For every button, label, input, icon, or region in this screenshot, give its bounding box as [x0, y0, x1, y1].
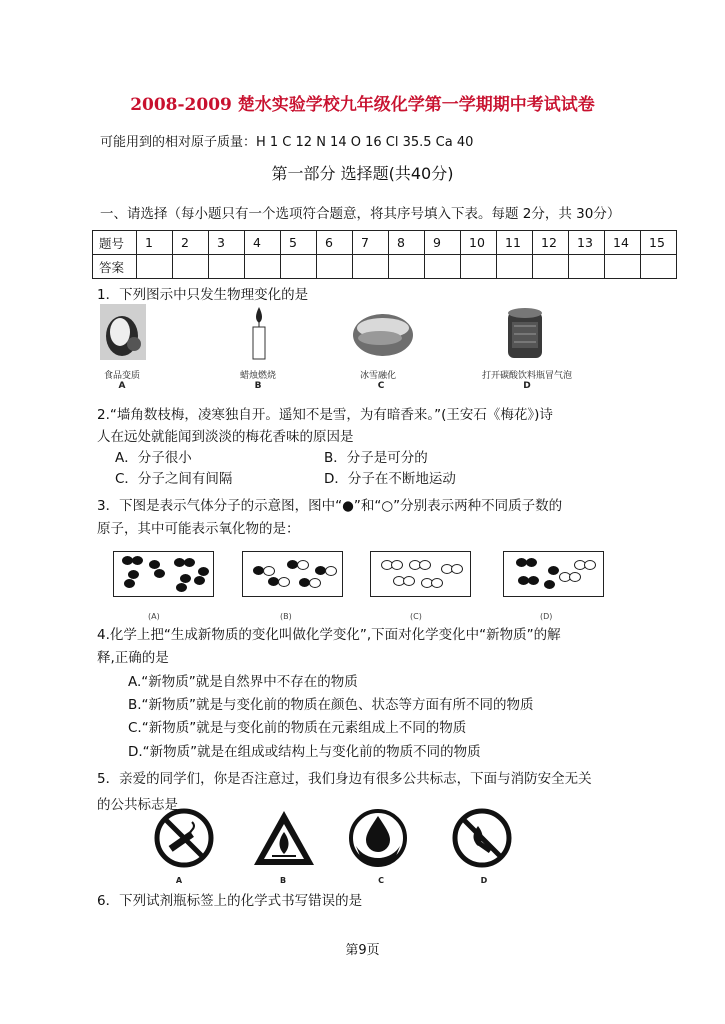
answer-cell[interactable] — [353, 255, 389, 279]
question-4-stem-line2: 释,正确的是 — [97, 650, 169, 666]
question-number-cell: 14 — [605, 231, 641, 255]
table-header-cell: 答案 — [93, 255, 137, 279]
question-2-stem-line2: 人在远处就能闻到淡淡的梅花香味的原因是 — [97, 429, 354, 445]
answer-cell[interactable] — [281, 255, 317, 279]
part-heading: 第一部分 选择题(共40分) — [271, 164, 454, 183]
molecule-diagram-b — [242, 551, 343, 597]
option-label: (D) — [540, 612, 553, 621]
molecule-diagram-d — [503, 551, 604, 597]
answer-cell[interactable] — [389, 255, 425, 279]
molecule-diagram-a — [113, 551, 214, 597]
image-caption: 冰雪融化 — [359, 371, 396, 381]
question-2-option-d: D．分子在不断地运动 — [324, 471, 456, 487]
question-1-stem: 1．下列图示中只发生物理变化的是 — [97, 287, 309, 303]
spoiled-food-image — [100, 304, 146, 360]
table-row — [93, 255, 677, 279]
image-caption: 食品变质 — [103, 371, 140, 381]
answer-cell[interactable] — [173, 255, 209, 279]
question-number-cell: 3 — [209, 231, 245, 255]
question-5-stem-line1: 5．亲爱的同学们，你是否注意过，我们身边有很多公共标志，下面与消防安全无关 — [97, 771, 592, 787]
option-letter: D — [480, 876, 488, 885]
answer-cell[interactable] — [641, 255, 677, 279]
option-label: (A) — [148, 612, 160, 621]
question-4-stem-line1: 4.化学上把“生成新物质的变化叫做化学变化”,下面对化学变化中“新物质”的解 — [97, 627, 561, 643]
question-6-stem: 6．下列试剂瓶标签上的化学式书写错误的是 — [97, 893, 363, 909]
question-number-cell: 15 — [641, 231, 677, 255]
question-number-cell: 13 — [569, 231, 605, 255]
question-5-stem-line2: 的公共标志是 — [97, 797, 178, 813]
option-letter: B — [254, 381, 262, 391]
answer-cell[interactable] — [461, 255, 497, 279]
answer-cell[interactable] — [317, 255, 353, 279]
molecule-diagram-c — [370, 551, 471, 597]
question-4-option-b: B.“新物质”就是与变化前的物质在颜色、状态等方面有所不同的物质 — [128, 697, 534, 713]
image-caption: 蜡烛燃烧 — [239, 371, 276, 381]
question-4-option-c: C.“新物质”就是与变化前的物质在元素组成上不同的物质 — [128, 720, 467, 736]
question-4-option-d: D.“新物质”就是在组成或结构上与变化前的物质不同的物质 — [128, 744, 481, 760]
option-letter: A — [175, 876, 183, 885]
atomic-masses: 可能用到的相对原子质量：H 1 C 12 N 14 O 16 Cl 35.5 Ca 40 — [100, 135, 474, 150]
option-letter: A — [118, 381, 126, 391]
table-row — [93, 231, 677, 255]
question-4-option-a: A.“新物质”就是自然界中不存在的物质 — [128, 674, 358, 690]
question-3-stem-line2: 原子，其中可能表示氧化物的是： — [97, 521, 300, 537]
flammable-warning-sign-icon — [252, 808, 316, 868]
question-number-cell: 1 — [137, 231, 173, 255]
table-header-cell: 题号 — [93, 231, 137, 255]
melting-snow-image — [352, 312, 414, 358]
option-label: (C) — [410, 612, 422, 621]
section-instruction: 一、请选择（每小题只有一个选项符合题意，将其序号填入下表。每题 2分，共 30分） — [100, 206, 621, 222]
burning-candle-image — [244, 305, 274, 361]
question-2-option-a: A．分子很小 — [115, 450, 192, 466]
water-saving-sign-icon — [348, 808, 408, 868]
option-letter: C — [378, 876, 384, 885]
answer-table — [92, 230, 677, 279]
question-number-cell: 9 — [425, 231, 461, 255]
option-letter: C — [377, 381, 385, 391]
soda-bottle-image — [504, 306, 546, 360]
question-number-cell: 4 — [245, 231, 281, 255]
option-letter: B — [279, 876, 287, 885]
answer-cell[interactable] — [497, 255, 533, 279]
answer-cell[interactable] — [425, 255, 461, 279]
question-number-cell: 10 — [461, 231, 497, 255]
page-number: 第9页 — [345, 943, 380, 958]
question-number-cell: 7 — [353, 231, 389, 255]
no-smoking-sign-icon — [154, 808, 214, 868]
answer-cell[interactable] — [245, 255, 281, 279]
question-number-cell: 11 — [497, 231, 533, 255]
question-2-option-b: B．分子是可分的 — [324, 450, 428, 466]
question-number-cell: 2 — [173, 231, 209, 255]
option-label: (B) — [280, 612, 292, 621]
question-number-cell: 6 — [317, 231, 353, 255]
question-number-cell: 12 — [533, 231, 569, 255]
answer-cell[interactable] — [533, 255, 569, 279]
question-2-stem-line1: 2.“墙角数枝梅，凌寒独自开。遥知不是雪，为有暗香来。”(王安石《梅花》)诗 — [97, 407, 553, 423]
no-open-flame-sign-icon — [452, 808, 512, 868]
answer-cell[interactable] — [209, 255, 245, 279]
option-letter: D — [523, 381, 531, 391]
image-caption: 打开碳酸饮料瓶冒气泡 — [481, 371, 572, 381]
question-2-option-c: C．分子之间有间隔 — [115, 471, 233, 487]
answer-cell[interactable] — [569, 255, 605, 279]
answer-cell[interactable] — [137, 255, 173, 279]
question-3-stem-line1: 3．下图是表示气体分子的示意图，图中“●”和“○”分别表示两种不同质子数的 — [97, 498, 563, 514]
question-number-cell: 5 — [281, 231, 317, 255]
question-number-cell: 8 — [389, 231, 425, 255]
answer-cell[interactable] — [605, 255, 641, 279]
page-title: 2008-2009 楚水实验学校九年级化学第一学期期中考试试卷 — [130, 95, 595, 115]
